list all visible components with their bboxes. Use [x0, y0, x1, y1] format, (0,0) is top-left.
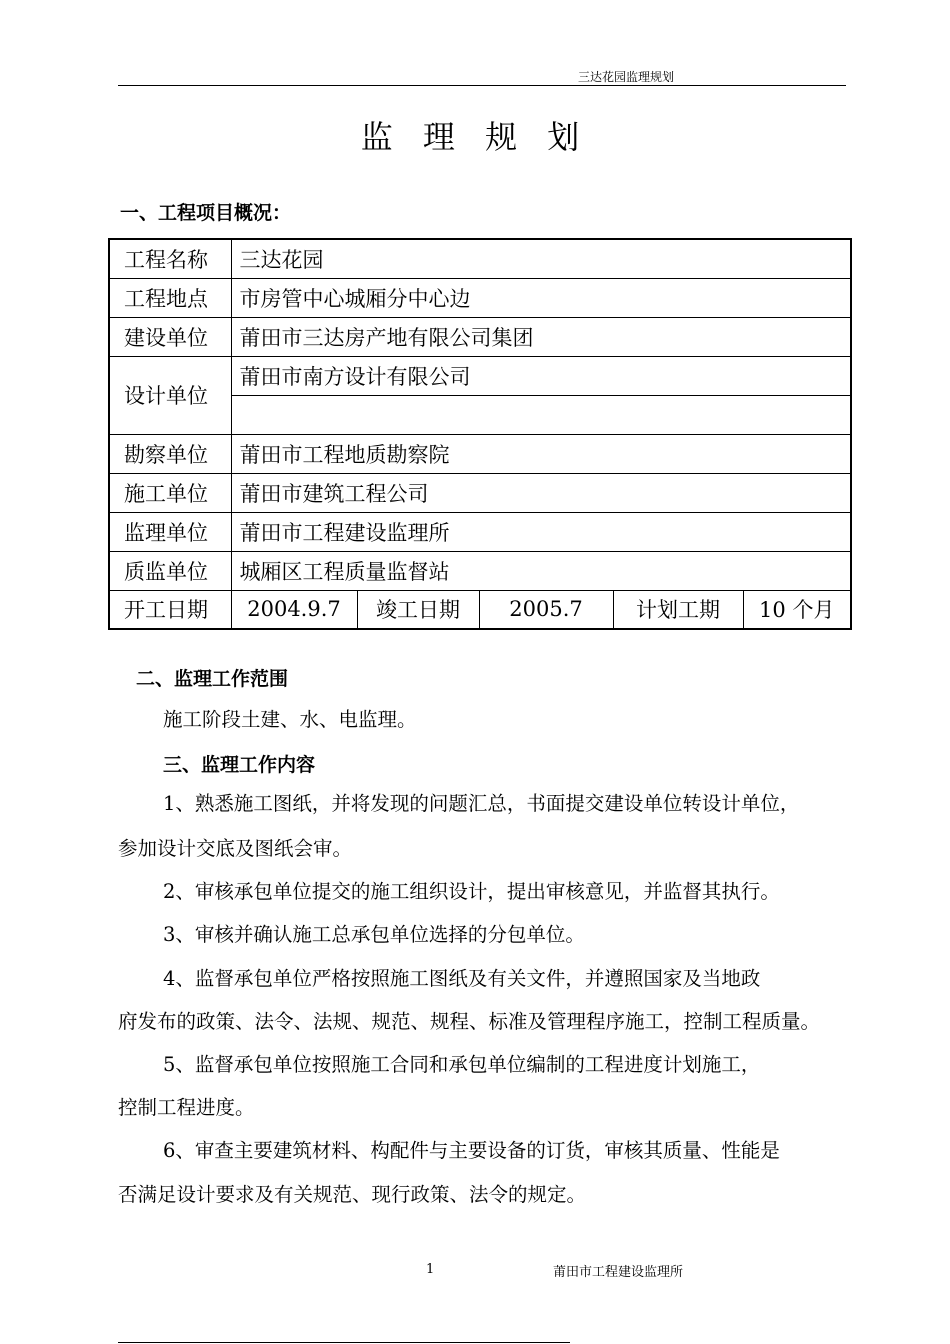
item-4-line2: 府发布的政策、法令、法规、规范、规程、标准及管理程序施工，控制工程质量。	[118, 1010, 821, 1033]
item-6-line1: 6、审查主要建筑材料、构配件与主要设备的订货，审核其质量、性能是	[163, 1139, 780, 1162]
end-date-label: 竣工日期	[357, 590, 479, 629]
item-2-line1: 2、审核承包单位提交的施工组织设计，提出审核意见，并监督其执行。	[163, 880, 780, 903]
footer-org: 莆田市工程建设监理所	[553, 1265, 684, 1280]
item-1-line1: 1、熟悉施工图纸，并将发现的问题汇总，书面提交建设单位转设计单位，	[163, 792, 800, 815]
row-label: 设计单位	[109, 356, 231, 434]
section2-heading: 二、监理工作范围	[136, 668, 289, 690]
end-date-value: 2005.7	[479, 590, 613, 629]
table-row	[109, 356, 851, 395]
table-row	[109, 473, 851, 512]
row-value-empty	[231, 395, 851, 434]
table-row	[109, 278, 851, 317]
section1-heading: 一、工程项目概况：	[120, 202, 292, 224]
row-value: 莆田市工程建设监理所	[231, 512, 851, 551]
row-value: 莆田市工程地质勘察院	[231, 434, 851, 473]
section3-heading: 三、监理工作内容	[163, 754, 316, 776]
start-date-label: 开工日期	[109, 590, 231, 629]
row-label: 质监单位	[109, 551, 231, 590]
footer-rule	[118, 1342, 570, 1343]
project-info-table	[108, 238, 852, 630]
page-number: 1	[426, 1262, 435, 1277]
table-row	[109, 434, 851, 473]
header-rule	[118, 85, 846, 86]
table-row	[109, 551, 851, 590]
start-date-value: 2004.9.7	[231, 590, 357, 629]
table-row	[109, 512, 851, 551]
item-4-line1: 4、监督承包单位严格按照施工图纸及有关文件，并遵照国家及当地政	[163, 967, 761, 990]
row-label: 勘察单位	[109, 434, 231, 473]
item-5-line1: 5、监督承包单位按照施工合同和承包单位编制的工程进度计划施工，	[163, 1053, 761, 1076]
row-label: 工程名称	[109, 239, 231, 278]
plan-duration-label: 计划工期	[613, 590, 743, 629]
row-value: 莆田市南方设计有限公司	[231, 356, 851, 395]
table-row	[109, 239, 851, 278]
section2-text: 施工阶段土建、水、电监理。	[163, 708, 417, 731]
item-6-line2: 否满足设计要求及有关规范、现行政策、法令的规定。	[118, 1183, 587, 1206]
row-value: 三达花园	[231, 239, 851, 278]
item-3-line1: 3、审核并确认施工总承包单位选择的分包单位。	[163, 923, 585, 946]
page-title: 监 理 规 划	[360, 118, 590, 156]
table-row	[109, 317, 851, 356]
row-value: 莆田市三达房产地有限公司集团	[231, 317, 851, 356]
row-label: 监理单位	[109, 512, 231, 551]
row-value: 市房管中心城厢分中心边	[231, 278, 851, 317]
row-label: 建设单位	[109, 317, 231, 356]
row-value: 城厢区工程质量监督站	[231, 551, 851, 590]
row-label: 施工单位	[109, 473, 231, 512]
item-1-line2: 参加设计交底及图纸会审。	[118, 837, 353, 860]
page-header-text: 三达花园监理规划	[578, 70, 675, 84]
plan-duration-value: 10 个月	[743, 590, 851, 629]
row-label: 工程地点	[109, 278, 231, 317]
table-row-dates	[109, 590, 851, 629]
item-5-line2: 控制工程进度。	[118, 1096, 255, 1119]
row-value: 莆田市建筑工程公司	[231, 473, 851, 512]
